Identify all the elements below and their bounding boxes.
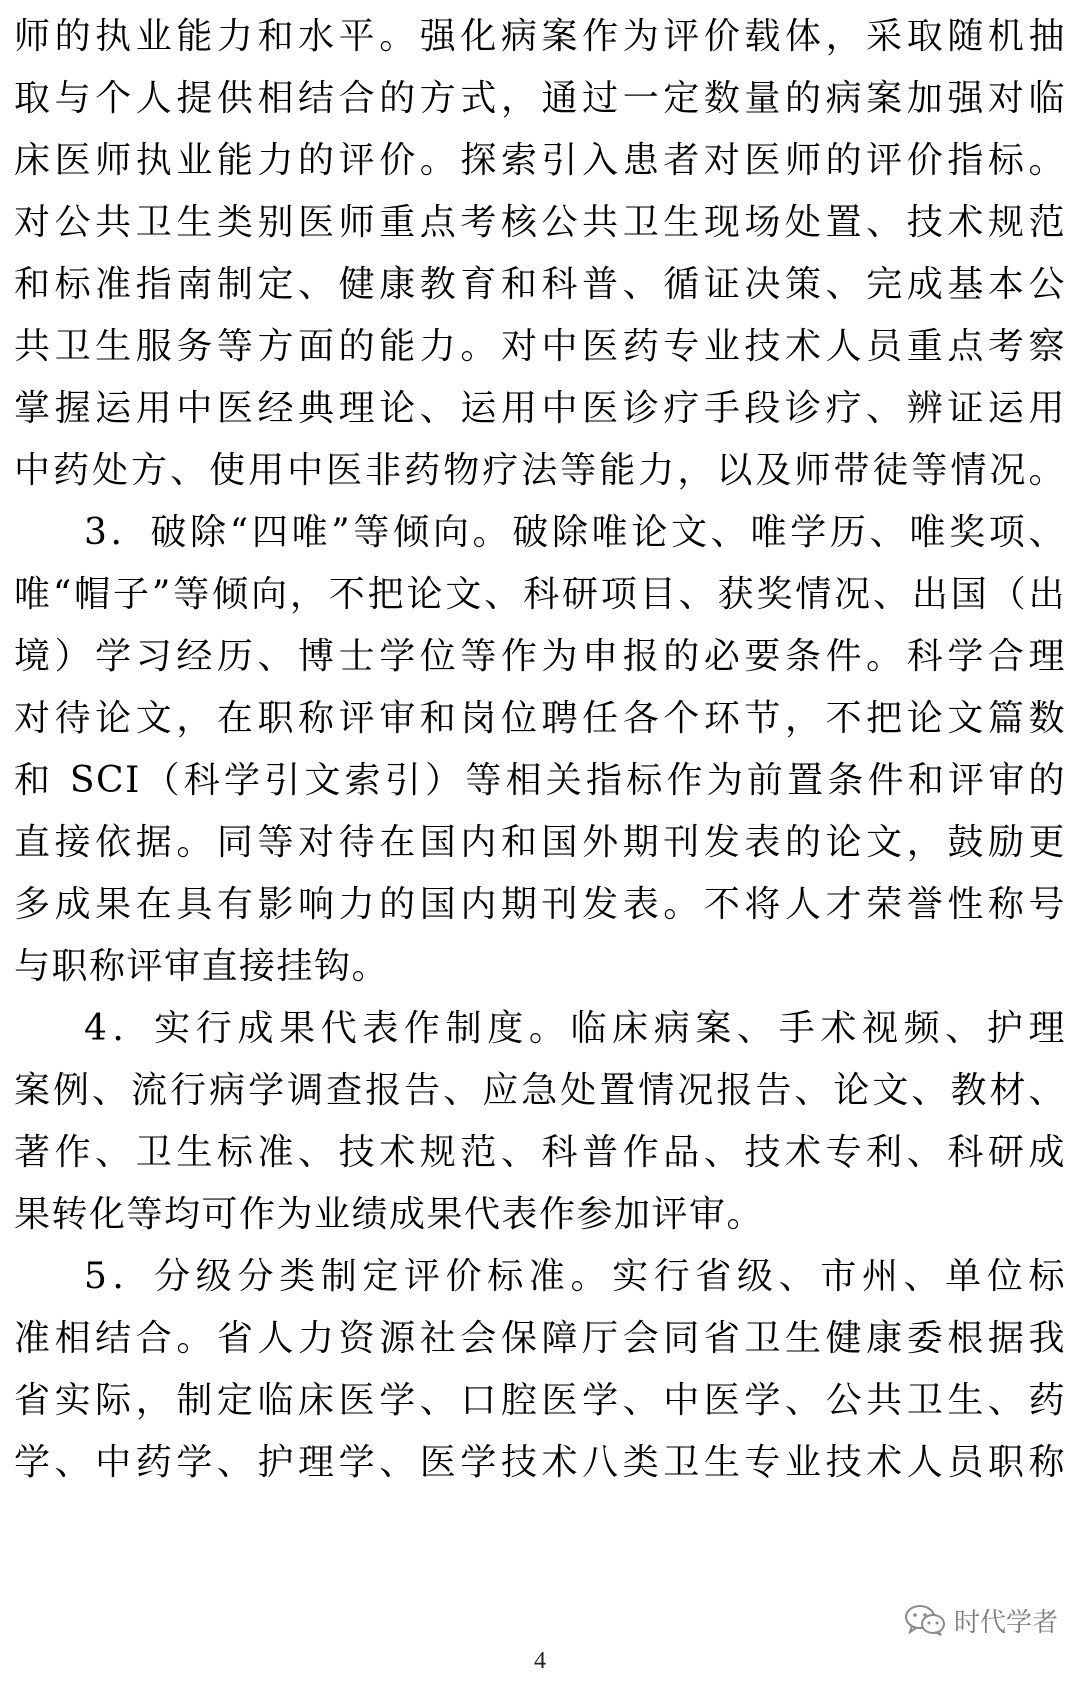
wechat-icon (904, 1603, 946, 1637)
paragraph-heading-5: 5．分级分类制定评价标准。实行省级、市州、单位标 (84, 1256, 1066, 1297)
text-line: 省实际，制定临床医学、口腔医学、中医学、公共卫生、药 (14, 1380, 1066, 1421)
text-line: 直接依据。同等对待在国内和国外期刊发表的论文，鼓励更 (14, 822, 1066, 863)
paragraph-heading-4: 4．实行成果代表作制度。临床病案、手术视频、护理 (84, 1008, 1066, 1049)
page-number: 4 (534, 1648, 546, 1674)
text-line: 与职称评审直接挂钩。 (14, 946, 390, 987)
text-line: 和标准指南制定、健康教育和科普、循证决策、完成基本公 (14, 264, 1066, 305)
text-line: 著作、卫生标准、技术规范、科普作品、技术专利、科研成 (14, 1132, 1066, 1173)
text-line: 师的执业能力和水平。强化病案作为评价载体，采取随机抽 (14, 16, 1066, 57)
text-line: 学、中药学、护理学、医学技术八类卫生专业技术人员职称 (14, 1442, 1066, 1483)
watermark-text: 时代学者 (953, 1607, 1058, 1638)
text-line: 唯“帽子”等倾向，不把论文、科研项目、获奖情况、出国（出 (14, 574, 1066, 615)
text-line: 准相结合。省人力资源社会保障厅会同省卫生健康委根据我 (14, 1318, 1066, 1359)
text-line: 取与个人提供相结合的方式，通过一定数量的病案加强对临 (14, 78, 1066, 119)
text-line: 案例、流行病学调查报告、应急处置情况报告、论文、教材、 (14, 1070, 1066, 1111)
text-line: 境）学习经历、博士学位等作为申报的必要条件。科学合理 (14, 636, 1066, 677)
text-line: 对公共卫生类别医师重点考核公共卫生现场处置、技术规范 (14, 202, 1066, 243)
text-line: 果转化等均可作为业绩成果代表作参加评审。 (14, 1194, 765, 1235)
text-line: 床医师执业能力的评价。探索引入患者对医师的评价指标。 (14, 140, 1066, 181)
text-line: 共卫生服务等方面的能力。对中医药专业技术人员重点考察 (14, 326, 1066, 367)
text-line: 多成果在具有影响力的国内期刊发表。不将人才荣誉性称号 (14, 884, 1066, 925)
text-line: 中药处方、使用中医非药物疗法等能力，以及师带徒等情况。 (14, 450, 1066, 491)
watermark (904, 1600, 1058, 1640)
text-line: 掌握运用中医经典理论、运用中医诊疗手段诊疗、辨证运用 (14, 388, 1066, 429)
text-line: 对待论文，在职称评审和岗位聘任各个环节，不把论文篇数 (14, 698, 1066, 739)
paragraph-heading-3: 3．破除“四唯”等倾向。破除唯论文、唯学历、唯奖项、 (84, 512, 1066, 553)
text-line: 和 SCI（科学引文索引）等相关指标作为前置条件和评审的 (14, 760, 1066, 801)
